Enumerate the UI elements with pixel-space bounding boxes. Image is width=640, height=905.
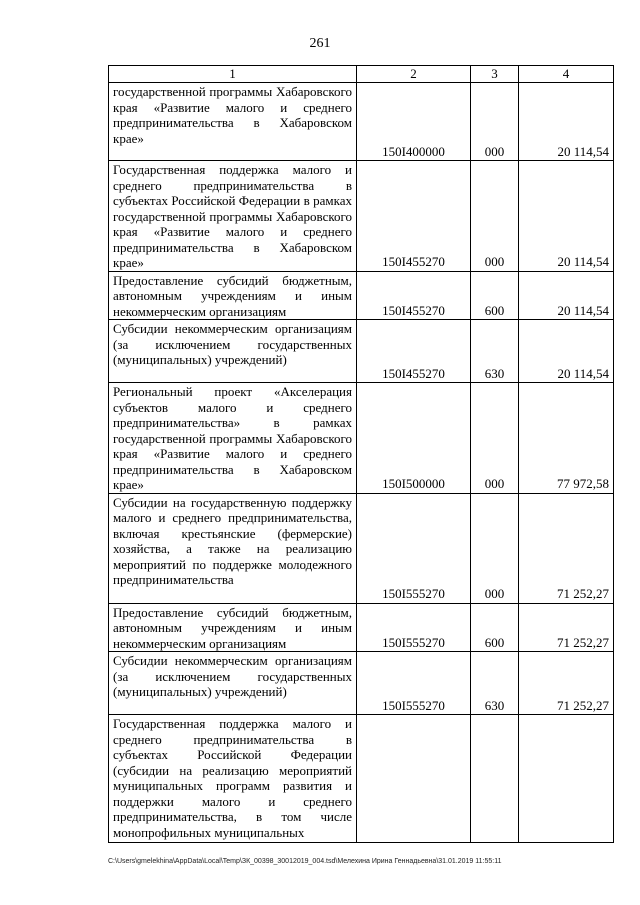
row-amount: 71 252,27 bbox=[519, 652, 614, 715]
row-amount: 20 114,54 bbox=[519, 83, 614, 161]
row-target-code: 150I555270 bbox=[357, 603, 471, 652]
header-col-3: 3 bbox=[471, 66, 519, 83]
row-amount: 20 114,54 bbox=[519, 271, 614, 320]
page-number: 261 bbox=[309, 36, 331, 51]
row-description: Государственная поддержка малого и среднего предпринимательства в субъектах Российской Федерации в рамках государственной программы Хабаровского края «Развитие малого и среднего предпринимательства в Хабаровском крае» bbox=[109, 161, 357, 272]
header-col-4: 4 bbox=[519, 66, 614, 83]
budget-table bbox=[108, 65, 614, 843]
row-target-code: 150I455270 bbox=[357, 271, 471, 320]
row-amount bbox=[519, 715, 614, 843]
row-amount: 20 114,54 bbox=[519, 161, 614, 272]
header-col-2: 2 bbox=[357, 66, 471, 83]
row-description: Предоставление субсидий бюджетным, автономным учреждениям и иным некоммерческим организациям bbox=[109, 271, 357, 320]
row-expense-type: 000 bbox=[471, 161, 519, 272]
row-expense-type: 000 bbox=[471, 383, 519, 494]
row-amount: 71 252,27 bbox=[519, 603, 614, 652]
row-expense-type: 000 bbox=[471, 83, 519, 161]
row-target-code: 150I555270 bbox=[357, 493, 471, 603]
row-amount: 77 972,58 bbox=[519, 383, 614, 494]
row-target-code: 150I455270 bbox=[357, 161, 471, 272]
row-description: государственной программы Хабаровского края «Развитие малого и среднего предпринимательства в Хабаровском крае» bbox=[109, 83, 357, 161]
row-expense-type: 630 bbox=[471, 320, 519, 383]
row-description: Субсидии на государственную поддержку малого и среднего предпринимательства, включая крестьянские (фермерские) хозяйства, а также на реализацию мероприятий по поддержке молодежного предпринимательства bbox=[109, 493, 357, 603]
row-expense-type: 000 bbox=[471, 493, 519, 603]
table-row bbox=[109, 715, 614, 843]
row-target-code: 150I455270 bbox=[357, 320, 471, 383]
row-target-code bbox=[357, 715, 471, 843]
footer-file-path: C:\Users\gmelekhina\AppData\Local\Temp\ЗК_00398_30012019_004.tsd\Мелехина Ирина Геннадьевна\31.01.2019 11:55:11 bbox=[108, 858, 502, 865]
row-description: Субсидии некоммерческим организациям (за исключением государственных (муниципальных) учреждений) bbox=[109, 320, 357, 383]
row-description: Предоставление субсидий бюджетным, автономным учреждениям и иным некоммерческим организациям bbox=[109, 603, 357, 652]
row-target-code: 150I400000 bbox=[357, 83, 471, 161]
row-target-code: 150I500000 bbox=[357, 383, 471, 494]
row-expense-type bbox=[471, 715, 519, 843]
table-row bbox=[109, 83, 614, 161]
row-description: Государственная поддержка малого и среднего предпринимательства в субъектах Российской Федерации (субсидии на реализацию мероприятий муниципальных программ развития и поддержки малого и среднего предпринимательства, в том числе монопрофильных муниципальных bbox=[109, 715, 357, 843]
table-row bbox=[109, 493, 614, 603]
header-row bbox=[109, 66, 614, 83]
row-description: Субсидии некоммерческим организациям (за исключением государственных (муниципальных) учреждений) bbox=[109, 652, 357, 715]
row-expense-type: 600 bbox=[471, 603, 519, 652]
table-row bbox=[109, 271, 614, 320]
table-row bbox=[109, 320, 614, 383]
table-row bbox=[109, 652, 614, 715]
row-amount: 20 114,54 bbox=[519, 320, 614, 383]
table-row bbox=[109, 161, 614, 272]
table-row bbox=[109, 383, 614, 494]
row-expense-type: 630 bbox=[471, 652, 519, 715]
table-row bbox=[109, 603, 614, 652]
row-amount: 71 252,27 bbox=[519, 493, 614, 603]
row-description: Региональный проект «Акселерация субъектов малого и среднего предпринимательства» в рамках государственной программы Хабаровского края «Развитие малого и среднего предпринимательства в Хабаровском крае» bbox=[109, 383, 357, 494]
header-col-1: 1 bbox=[109, 66, 357, 83]
row-expense-type: 600 bbox=[471, 271, 519, 320]
row-target-code: 150I555270 bbox=[357, 652, 471, 715]
